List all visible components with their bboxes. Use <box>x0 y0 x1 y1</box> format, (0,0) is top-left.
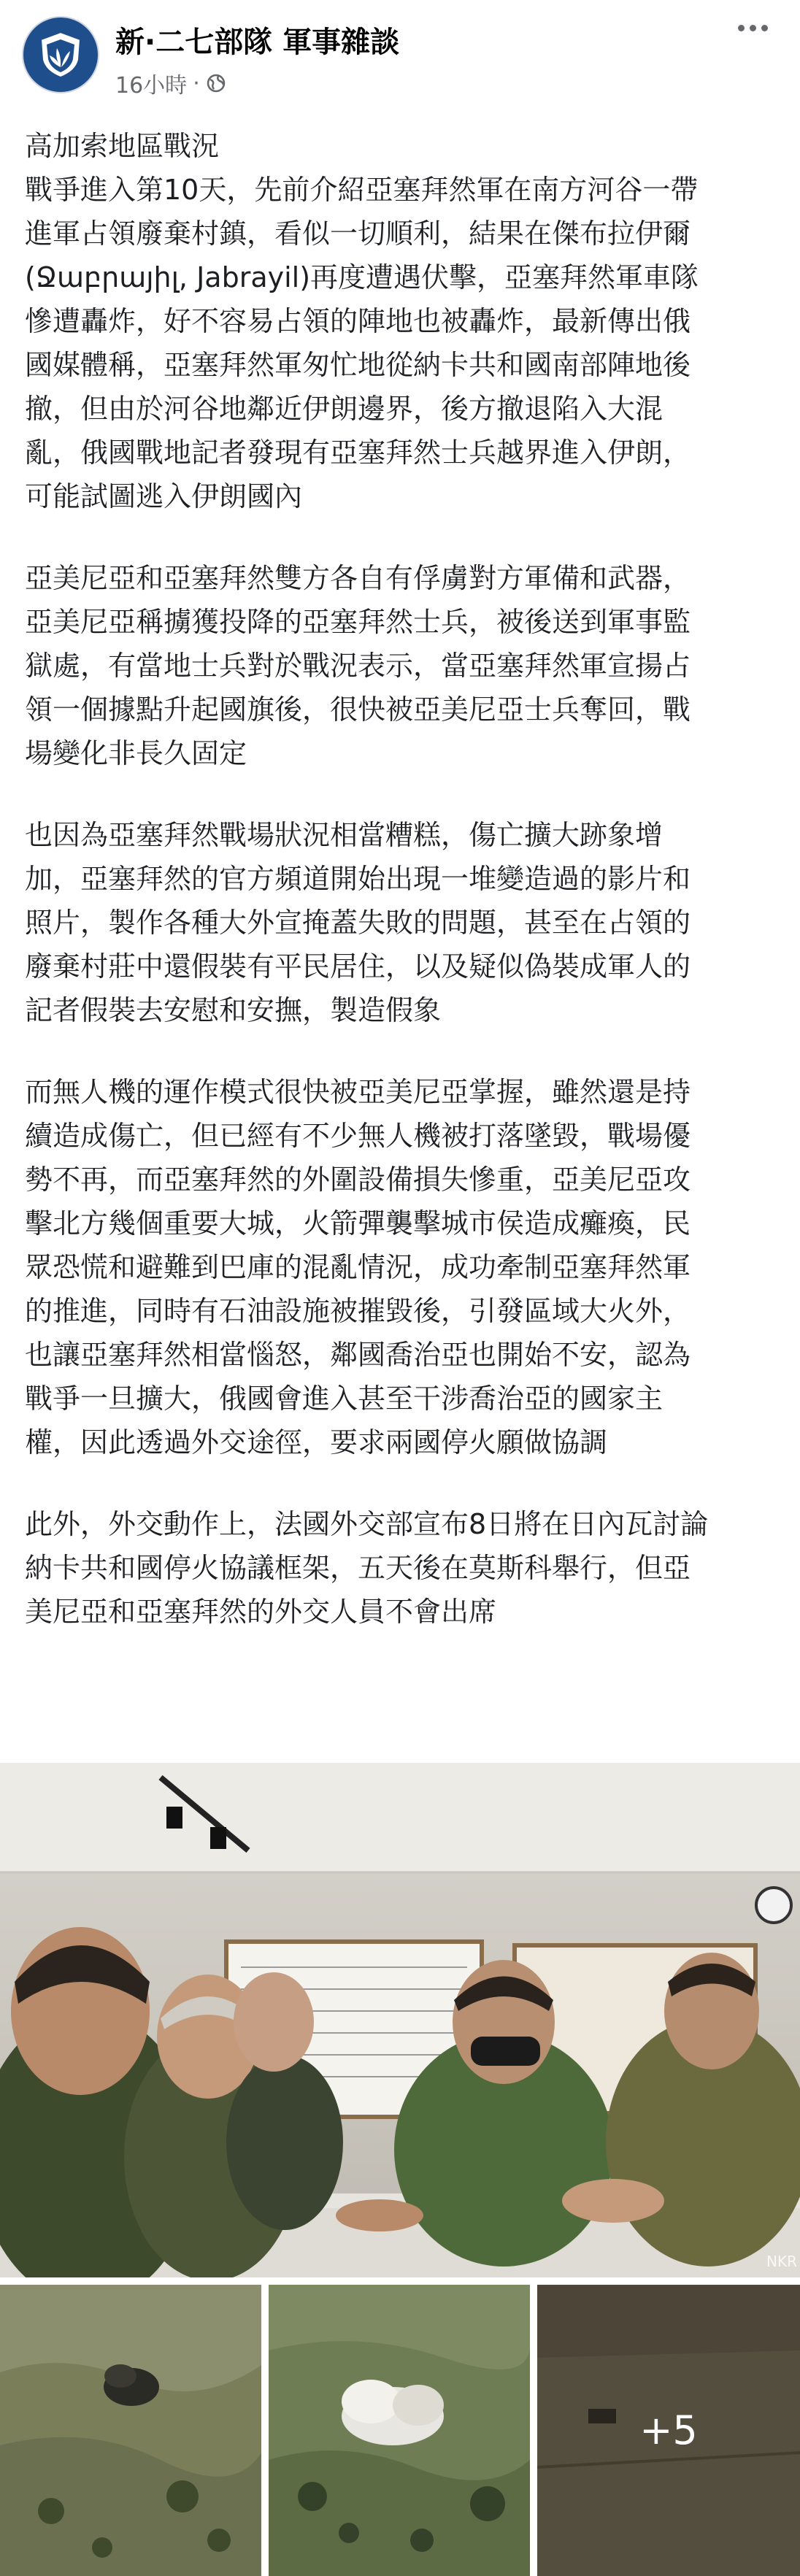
post-meta <box>115 67 226 99</box>
post-timestamp[interactable]: 16小時 <box>115 73 188 99</box>
globe-icon <box>206 73 226 93</box>
main-photo[interactable] <box>0 1763 800 2277</box>
meta-separator: · <box>193 70 200 96</box>
photo-thumbnail-3[interactable] <box>537 2285 800 2576</box>
photo-watermark: NKR <box>766 2253 797 2270</box>
post-title: 高加索地區戰況 <box>25 130 220 162</box>
post-paragraph-1: 戰爭進入第10天，先前介紹亞塞拜然軍在南方河谷一帶 進軍占領廢棄村鎮，看似一切順利，結果在傑布拉伊爾 (Ջաբրայիլ, Jabrayil)再度遭遇伏擊，亞塞拜然軍車隊 慘遭轟炸，好不容易占領的陣地也被轟炸，最新傳出俄 國媒體稱，亞塞拜然軍匆忙地從納卡共和國南部陣地後 撤，但由於河谷地鄰近伊朗邊界，後方撤退陷入大混 亂，俄國戰地記者發現有亞塞拜然士兵越界進入伊朗， 可能試圖逃入伊朗國內 <box>25 174 699 512</box>
post-paragraph-4: 而無人機的運作模式很快被亞美尼亞掌握，雖然還是持 續造成傷亡，但已經有不少無人機被打落墜毀，戰場優 勢不再，而亞塞拜然的外圍設備損失慘重，亞美尼亞攻 擊北方幾個重要大城，火箭彈襲擊城市侯造成癱瘓，民 眾恐慌和避難到巴庫的混亂情況，成功牽制亞塞拜然軍 的推進，同時有石油設施被摧毀後，引發區域大火外， 也讓亞塞拜然相當惱怒，鄰國喬治亞也開始不安，認為 戰爭一旦擴大，俄國會進入甚至干涉喬治亞的國家主 權，因此透過外交途徑，要求兩國停火願做協調 <box>25 1076 691 1458</box>
post-paragraph-3: 也因為亞塞拜然戰場狀況相當糟糕，傷亡擴大跡象增 加，亞塞拜然的官方頻道開始出現一堆變造過的影片和 照片，製作各種大外宣掩蓋失敗的問題，甚至在占領的 廢棄村莊中還假裝有平民居住，以及疑似偽裝成軍人的 記者假裝去安慰和安撫，製造假象 <box>25 819 691 1026</box>
page-name-link[interactable]: 新·二七部隊 軍事雜談 <box>115 26 400 59</box>
shield-leaf-logo-icon <box>35 29 86 80</box>
page-avatar[interactable] <box>22 16 99 93</box>
more-photos-overlay[interactable]: +5 <box>537 2285 800 2576</box>
thumbnail-1-image <box>0 2285 261 2576</box>
main-photo-image <box>0 1763 800 2277</box>
more-options-button[interactable] <box>727 13 778 42</box>
photo-thumbnail-2[interactable] <box>269 2285 530 2576</box>
post-header <box>0 0 800 117</box>
post-paragraph-5: 此外，外交動作上，法國外交部宣布8日將在日內瓦討論 納卡共和國停火協議框架，五天後在莫斯科舉行，但亞 美尼亞和亞塞拜然的外交人員不會出席 <box>25 1508 709 1628</box>
post-paragraph-2: 亞美尼亞和亞塞拜然雙方各自有俘虜對方軍備和武器， 亞美尼亞稱擄獲投降的亞塞拜然士兵，被後送到軍事監 獄處，有當地士兵對於戰況表示，當亞塞拜然軍宣揚占 領一個據點升起國旗後，很快被亞美尼亞士兵奪回，戰 場變化非長久固定 <box>25 562 691 769</box>
thumbnail-2-image <box>269 2285 530 2576</box>
post-body <box>25 124 777 1672</box>
more-horizontal-icon <box>738 25 745 31</box>
photo-thumbnail-1[interactable] <box>0 2285 261 2576</box>
